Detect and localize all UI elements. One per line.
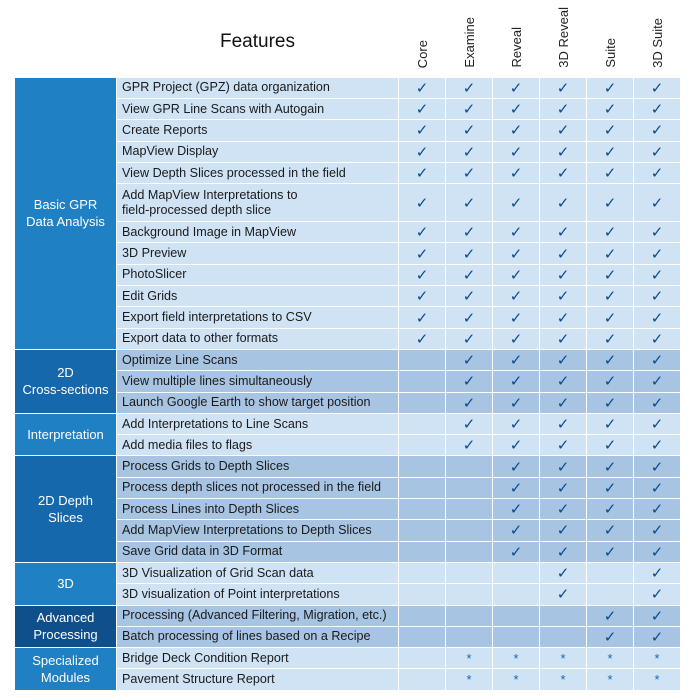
empty-cell bbox=[587, 562, 634, 583]
empty-cell bbox=[399, 669, 446, 690]
checkmark-icon: ✓ bbox=[493, 435, 540, 456]
tier-label: 3D Reveal bbox=[555, 7, 571, 68]
empty-cell bbox=[493, 626, 540, 647]
checkmark-icon: ✓ bbox=[493, 77, 540, 98]
checkmark-icon: ✓ bbox=[540, 499, 587, 520]
empty-cell bbox=[399, 371, 446, 392]
checkmark-icon: ✓ bbox=[587, 120, 634, 141]
checkmark-icon: ✓ bbox=[493, 286, 540, 307]
table-row bbox=[15, 413, 681, 434]
asterisk-icon: * bbox=[493, 669, 540, 690]
checkmark-icon: ✓ bbox=[587, 286, 634, 307]
table-row bbox=[15, 349, 681, 370]
checkmark-icon: ✓ bbox=[634, 499, 681, 520]
empty-cell bbox=[399, 499, 446, 520]
empty-cell bbox=[540, 605, 587, 626]
checkmark-icon: ✓ bbox=[446, 392, 493, 413]
category-label: 2D Depth Slices bbox=[15, 456, 117, 562]
asterisk-icon: * bbox=[634, 669, 681, 690]
checkmark-icon: ✓ bbox=[446, 99, 493, 120]
checkmark-icon: ✓ bbox=[493, 162, 540, 183]
checkmark-icon: ✓ bbox=[399, 99, 446, 120]
checkmark-icon: ✓ bbox=[540, 243, 587, 264]
checkmark-icon: ✓ bbox=[493, 477, 540, 498]
empty-cell bbox=[446, 499, 493, 520]
checkmark-icon: ✓ bbox=[399, 286, 446, 307]
checkmark-icon: ✓ bbox=[587, 77, 634, 98]
tier-header-suite bbox=[587, 7, 634, 78]
checkmark-icon: ✓ bbox=[587, 477, 634, 498]
feature-label: View GPR Line Scans with Autogain bbox=[117, 99, 399, 120]
checkmark-icon: ✓ bbox=[634, 120, 681, 141]
empty-cell bbox=[399, 435, 446, 456]
checkmark-icon: ✓ bbox=[493, 243, 540, 264]
checkmark-icon: ✓ bbox=[634, 520, 681, 541]
checkmark-icon: ✓ bbox=[634, 392, 681, 413]
feature-label: MapView Display bbox=[117, 141, 399, 162]
checkmark-icon: ✓ bbox=[493, 413, 540, 434]
table-row bbox=[15, 562, 681, 583]
feature-label: Processing (Advanced Filtering, Migration, etc.) bbox=[117, 605, 399, 626]
empty-cell bbox=[399, 392, 446, 413]
checkmark-icon: ✓ bbox=[540, 477, 587, 498]
checkmark-icon: ✓ bbox=[493, 520, 540, 541]
checkmark-icon: ✓ bbox=[634, 77, 681, 98]
empty-cell bbox=[493, 605, 540, 626]
tier-header-examine bbox=[446, 7, 493, 78]
empty-cell bbox=[446, 477, 493, 498]
checkmark-icon: ✓ bbox=[587, 307, 634, 328]
checkmark-icon: ✓ bbox=[493, 349, 540, 370]
tier-label: Reveal bbox=[508, 27, 524, 68]
checkmark-icon: ✓ bbox=[493, 541, 540, 562]
checkmark-icon: ✓ bbox=[587, 371, 634, 392]
asterisk-icon: * bbox=[634, 648, 681, 669]
tier-label: Examine bbox=[461, 17, 477, 68]
checkmark-icon: ✓ bbox=[446, 435, 493, 456]
checkmark-icon: ✓ bbox=[540, 99, 587, 120]
checkmark-icon: ✓ bbox=[634, 413, 681, 434]
empty-cell bbox=[446, 520, 493, 541]
feature-label: Process Grids to Depth Slices bbox=[117, 456, 399, 477]
checkmark-icon: ✓ bbox=[446, 222, 493, 243]
asterisk-icon: * bbox=[587, 648, 634, 669]
checkmark-icon: ✓ bbox=[540, 413, 587, 434]
checkmark-icon: ✓ bbox=[399, 184, 446, 222]
tier-header-reveal bbox=[493, 7, 540, 78]
feature-label: Save Grid data in 3D Format bbox=[117, 541, 399, 562]
feature-table bbox=[14, 6, 681, 691]
checkmark-icon: ✓ bbox=[540, 541, 587, 562]
checkmark-icon: ✓ bbox=[587, 328, 634, 349]
feature-label: Create Reports bbox=[117, 120, 399, 141]
checkmark-icon: ✓ bbox=[587, 349, 634, 370]
checkmark-icon: ✓ bbox=[634, 162, 681, 183]
empty-cell bbox=[493, 562, 540, 583]
checkmark-icon: ✓ bbox=[587, 184, 634, 222]
checkmark-icon: ✓ bbox=[634, 371, 681, 392]
checkmark-icon: ✓ bbox=[634, 605, 681, 626]
empty-cell bbox=[446, 562, 493, 583]
checkmark-icon: ✓ bbox=[634, 222, 681, 243]
checkmark-icon: ✓ bbox=[587, 162, 634, 183]
checkmark-icon: ✓ bbox=[634, 141, 681, 162]
feature-label: Process depth slices not processed in the field bbox=[117, 477, 399, 498]
checkmark-icon: ✓ bbox=[540, 371, 587, 392]
category-label: Interpretation bbox=[15, 413, 117, 456]
empty-cell bbox=[399, 584, 446, 605]
checkmark-icon: ✓ bbox=[634, 243, 681, 264]
empty-cell bbox=[399, 349, 446, 370]
checkmark-icon: ✓ bbox=[634, 99, 681, 120]
checkmark-icon: ✓ bbox=[446, 184, 493, 222]
checkmark-icon: ✓ bbox=[587, 626, 634, 647]
checkmark-icon: ✓ bbox=[634, 307, 681, 328]
empty-cell bbox=[399, 541, 446, 562]
checkmark-icon: ✓ bbox=[540, 562, 587, 583]
checkmark-icon: ✓ bbox=[587, 413, 634, 434]
feature-label: Launch Google Earth to show target position bbox=[117, 392, 399, 413]
checkmark-icon: ✓ bbox=[540, 264, 587, 285]
checkmark-icon: ✓ bbox=[446, 141, 493, 162]
empty-cell bbox=[493, 584, 540, 605]
empty-cell bbox=[446, 584, 493, 605]
checkmark-icon: ✓ bbox=[446, 77, 493, 98]
feature-label: 3D Visualization of Grid Scan data bbox=[117, 562, 399, 583]
feature-label: View Depth Slices processed in the field bbox=[117, 162, 399, 183]
checkmark-icon: ✓ bbox=[587, 520, 634, 541]
checkmark-icon: ✓ bbox=[540, 328, 587, 349]
checkmark-icon: ✓ bbox=[634, 477, 681, 498]
checkmark-icon: ✓ bbox=[493, 141, 540, 162]
checkmark-icon: ✓ bbox=[446, 413, 493, 434]
checkmark-icon: ✓ bbox=[540, 392, 587, 413]
empty-cell bbox=[399, 605, 446, 626]
tier-label: Suite bbox=[602, 38, 618, 68]
checkmark-icon: ✓ bbox=[634, 584, 681, 605]
category-label: Specialized Modules bbox=[15, 648, 117, 691]
checkmark-icon: ✓ bbox=[493, 99, 540, 120]
feature-label: 3D visualization of Point interpretations bbox=[117, 584, 399, 605]
checkmark-icon: ✓ bbox=[399, 243, 446, 264]
empty-cell bbox=[399, 626, 446, 647]
checkmark-icon: ✓ bbox=[587, 243, 634, 264]
checkmark-icon: ✓ bbox=[446, 162, 493, 183]
feature-label: Bridge Deck Condition Report bbox=[117, 648, 399, 669]
checkmark-icon: ✓ bbox=[634, 562, 681, 583]
feature-label: 3D Preview bbox=[117, 243, 399, 264]
checkmark-icon: ✓ bbox=[399, 77, 446, 98]
asterisk-icon: * bbox=[540, 648, 587, 669]
feature-label: Edit Grids bbox=[117, 286, 399, 307]
feature-label: Optimize Line Scans bbox=[117, 349, 399, 370]
category-label: Advanced Processing bbox=[15, 605, 117, 648]
empty-cell bbox=[399, 413, 446, 434]
checkmark-icon: ✓ bbox=[493, 392, 540, 413]
checkmark-icon: ✓ bbox=[540, 77, 587, 98]
checkmark-icon: ✓ bbox=[493, 184, 540, 222]
checkmark-icon: ✓ bbox=[446, 264, 493, 285]
feature-matrix bbox=[14, 6, 681, 691]
checkmark-icon: ✓ bbox=[587, 99, 634, 120]
feature-label: Export data to other formats bbox=[117, 328, 399, 349]
checkmark-icon: ✓ bbox=[634, 349, 681, 370]
tier-header-3d-reveal bbox=[540, 7, 587, 78]
table-row bbox=[15, 605, 681, 626]
feature-label: Add Interpretations to Line Scans bbox=[117, 413, 399, 434]
empty-cell bbox=[446, 605, 493, 626]
category-label: Basic GPR Data Analysis bbox=[15, 77, 117, 349]
checkmark-icon: ✓ bbox=[540, 349, 587, 370]
feature-label: Pavement Structure Report bbox=[117, 669, 399, 690]
checkmark-icon: ✓ bbox=[399, 162, 446, 183]
checkmark-icon: ✓ bbox=[493, 456, 540, 477]
tier-header-core bbox=[399, 7, 446, 78]
checkmark-icon: ✓ bbox=[587, 264, 634, 285]
checkmark-icon: ✓ bbox=[399, 307, 446, 328]
checkmark-icon: ✓ bbox=[399, 264, 446, 285]
feature-label: Add MapView Interpretations to Depth Slices bbox=[117, 520, 399, 541]
empty-cell bbox=[399, 456, 446, 477]
checkmark-icon: ✓ bbox=[493, 120, 540, 141]
asterisk-icon: * bbox=[446, 648, 493, 669]
checkmark-icon: ✓ bbox=[587, 499, 634, 520]
features-header: Features bbox=[117, 7, 399, 78]
checkmark-icon: ✓ bbox=[587, 435, 634, 456]
checkmark-icon: ✓ bbox=[540, 222, 587, 243]
empty-cell bbox=[399, 477, 446, 498]
checkmark-icon: ✓ bbox=[540, 435, 587, 456]
checkmark-icon: ✓ bbox=[540, 141, 587, 162]
table-row bbox=[15, 456, 681, 477]
checkmark-icon: ✓ bbox=[587, 541, 634, 562]
empty-cell bbox=[446, 626, 493, 647]
checkmark-icon: ✓ bbox=[634, 541, 681, 562]
checkmark-icon: ✓ bbox=[446, 120, 493, 141]
empty-cell bbox=[446, 456, 493, 477]
checkmark-icon: ✓ bbox=[493, 307, 540, 328]
checkmark-icon: ✓ bbox=[493, 499, 540, 520]
feature-label: Export field interpretations to CSV bbox=[117, 307, 399, 328]
checkmark-icon: ✓ bbox=[587, 222, 634, 243]
empty-cell bbox=[540, 626, 587, 647]
checkmark-icon: ✓ bbox=[399, 328, 446, 349]
table-row bbox=[15, 77, 681, 98]
category-label: 3D bbox=[15, 562, 117, 605]
checkmark-icon: ✓ bbox=[446, 307, 493, 328]
checkmark-icon: ✓ bbox=[493, 264, 540, 285]
checkmark-icon: ✓ bbox=[493, 328, 540, 349]
checkmark-icon: ✓ bbox=[399, 222, 446, 243]
feature-label: Add MapView Interpretations to field-processed depth slice bbox=[117, 184, 399, 222]
checkmark-icon: ✓ bbox=[540, 456, 587, 477]
checkmark-icon: ✓ bbox=[446, 371, 493, 392]
empty-cell bbox=[399, 520, 446, 541]
checkmark-icon: ✓ bbox=[540, 520, 587, 541]
checkmark-icon: ✓ bbox=[446, 243, 493, 264]
checkmark-icon: ✓ bbox=[446, 286, 493, 307]
checkmark-icon: ✓ bbox=[540, 584, 587, 605]
checkmark-icon: ✓ bbox=[493, 222, 540, 243]
checkmark-icon: ✓ bbox=[587, 392, 634, 413]
checkmark-icon: ✓ bbox=[493, 371, 540, 392]
empty-cell bbox=[399, 648, 446, 669]
feature-label: PhotoSlicer bbox=[117, 264, 399, 285]
checkmark-icon: ✓ bbox=[634, 184, 681, 222]
category-label: 2D Cross-sections bbox=[15, 349, 117, 413]
checkmark-icon: ✓ bbox=[587, 456, 634, 477]
feature-label: View multiple lines simultaneously bbox=[117, 371, 399, 392]
asterisk-icon: * bbox=[493, 648, 540, 669]
tier-label: Core bbox=[414, 39, 430, 68]
asterisk-icon: * bbox=[540, 669, 587, 690]
checkmark-icon: ✓ bbox=[587, 605, 634, 626]
corner-cell bbox=[15, 7, 117, 78]
asterisk-icon: * bbox=[587, 669, 634, 690]
checkmark-icon: ✓ bbox=[587, 141, 634, 162]
feature-label: Background Image in MapView bbox=[117, 222, 399, 243]
checkmark-icon: ✓ bbox=[446, 349, 493, 370]
feature-label: Add media files to flags bbox=[117, 435, 399, 456]
checkmark-icon: ✓ bbox=[446, 328, 493, 349]
checkmark-icon: ✓ bbox=[540, 286, 587, 307]
empty-cell bbox=[446, 541, 493, 562]
feature-label: Process Lines into Depth Slices bbox=[117, 499, 399, 520]
tier-header-3d-suite bbox=[634, 7, 681, 78]
checkmark-icon: ✓ bbox=[540, 307, 587, 328]
checkmark-icon: ✓ bbox=[634, 328, 681, 349]
checkmark-icon: ✓ bbox=[540, 120, 587, 141]
feature-label: Batch processing of lines based on a Recipe bbox=[117, 626, 399, 647]
empty-cell bbox=[399, 562, 446, 583]
checkmark-icon: ✓ bbox=[540, 162, 587, 183]
checkmark-icon: ✓ bbox=[634, 264, 681, 285]
empty-cell bbox=[587, 584, 634, 605]
checkmark-icon: ✓ bbox=[540, 184, 587, 222]
checkmark-icon: ✓ bbox=[634, 435, 681, 456]
asterisk-icon: * bbox=[446, 669, 493, 690]
checkmark-icon: ✓ bbox=[399, 120, 446, 141]
checkmark-icon: ✓ bbox=[399, 141, 446, 162]
checkmark-icon: ✓ bbox=[634, 456, 681, 477]
checkmark-icon: ✓ bbox=[634, 626, 681, 647]
checkmark-icon: ✓ bbox=[634, 286, 681, 307]
feature-label: GPR Project (GPZ) data organization bbox=[117, 77, 399, 98]
tier-label: 3D Suite bbox=[649, 17, 665, 68]
table-row bbox=[15, 648, 681, 669]
